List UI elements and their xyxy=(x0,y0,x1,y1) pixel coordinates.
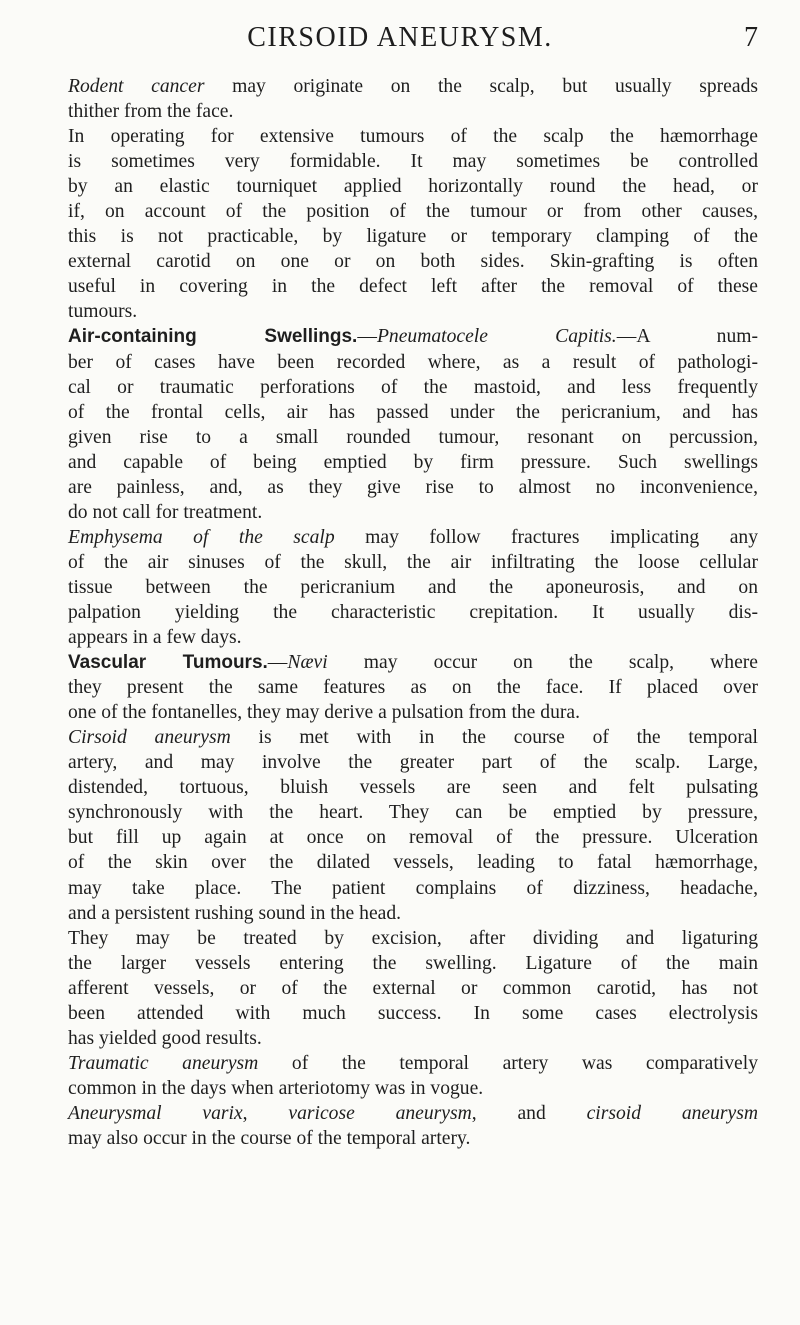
italic-term: Nævi xyxy=(287,652,328,674)
body-text xyxy=(68,74,758,1151)
text-line xyxy=(68,700,758,725)
text-line xyxy=(68,475,758,500)
text-line xyxy=(68,1001,758,1026)
text-run: cal or traumatic perforations of the mastoid, and less frequently xyxy=(68,376,758,398)
text-line xyxy=(68,450,758,475)
text-run: In operating for extensive tumours of the scalp the hæmorrhage xyxy=(68,126,758,148)
text-line xyxy=(68,174,758,199)
text-line xyxy=(68,750,758,775)
paragraph-aneurysmal xyxy=(68,1101,758,1151)
italic-term: cirsoid aneurysm xyxy=(586,1102,758,1124)
text-run: thither from the face. xyxy=(68,101,234,123)
text-run: is sometimes very formidable. It may sometimes be controlled xyxy=(68,151,758,173)
text-run: they present the same features as on the face. If placed over xyxy=(68,677,758,699)
text-line xyxy=(68,525,758,550)
text-run: artery, and may involve the greater part of the scalp. Large, xyxy=(68,752,758,774)
paragraph-operating xyxy=(68,124,758,324)
text-line xyxy=(68,1126,758,1151)
text-run: may originate on the scalp, but usually spreads xyxy=(204,76,758,97)
text-run: of the temporal artery was comparatively xyxy=(258,1052,758,1074)
text-line xyxy=(68,976,758,1001)
text-line xyxy=(68,350,758,375)
text-run: tissue between the pericranium and the aponeurosis, and on xyxy=(68,576,758,598)
text-line xyxy=(68,1076,758,1101)
text-line xyxy=(68,775,758,800)
text-run: , xyxy=(242,1102,289,1124)
text-run: , and xyxy=(471,1102,587,1124)
text-line xyxy=(68,725,758,750)
paragraph-rodent xyxy=(68,74,758,124)
paragraph-cirsoid xyxy=(68,725,758,925)
text-run: has yielded good results. xyxy=(68,1027,262,1049)
text-run: given rise to a small rounded tumour, resonant on percussion, xyxy=(68,426,758,448)
text-run: of the skin over the dilated vessels, leading to fatal hæmorrhage, xyxy=(68,852,758,874)
text-run: by an elastic tourniquet applied horizontally round the head, or xyxy=(68,176,758,198)
text-run: the larger vessels entering the swelling. Ligature of the main xyxy=(68,952,758,974)
text-run: are painless, and, as they give rise to almost no inconvenience, xyxy=(68,476,758,498)
text-line xyxy=(68,1026,758,1051)
text-run: distended, tortuous, bluish vessels are seen and felt pulsating xyxy=(68,777,758,799)
text-run: tumours. xyxy=(68,301,138,323)
text-run: external carotid on one or on both sides. Skin-grafting is often xyxy=(68,251,758,273)
text-line xyxy=(68,375,758,400)
paragraph-emphysema xyxy=(68,525,758,650)
running-head-title: CIRSOID ANEURYSM. xyxy=(247,22,553,53)
italic-term: Rodent cancer xyxy=(68,76,205,97)
text-line xyxy=(68,149,758,174)
text-run: may follow fractures implicating any xyxy=(334,526,758,548)
text-run: this is not practicable, by ligature or temporary clamping of the xyxy=(68,226,758,248)
text-run: and a persistent rushing sound in the head. xyxy=(68,902,402,924)
text-line xyxy=(68,99,758,124)
text-run: but fill up again at once on removal of the pressure. Ulceration xyxy=(68,827,758,849)
text-run: of the frontal cells, air has passed under the pericranium, and has xyxy=(68,401,758,423)
section-heading: Air-containing Swellings. xyxy=(68,326,358,348)
text-line xyxy=(68,425,758,450)
text-line xyxy=(68,74,758,99)
text-line xyxy=(68,650,758,675)
section-heading: Vascular Tumours. xyxy=(68,652,268,674)
text-run: common in the days when arteriotomy was in vogue. xyxy=(68,1077,484,1099)
text-run: —A num- xyxy=(616,326,759,348)
text-run: — xyxy=(357,326,377,348)
text-line xyxy=(68,575,758,600)
text-line xyxy=(68,850,758,875)
text-run: synchronously with the heart. They can be emptied by pressure, xyxy=(68,802,758,824)
text-line xyxy=(68,400,758,425)
text-line xyxy=(68,951,758,976)
text-line xyxy=(68,249,758,274)
italic-term: Cirsoid aneurysm xyxy=(68,727,231,749)
text-line xyxy=(68,926,758,951)
text-run: been attended with much success. In some cases electrolysis xyxy=(68,1002,758,1024)
text-run: if, on account of the position of the tumour or from other causes, xyxy=(68,201,758,223)
text-line xyxy=(68,600,758,625)
text-run: useful in covering in the defect left after the removal of these xyxy=(68,276,758,298)
text-line xyxy=(68,324,758,349)
paragraph-vascular xyxy=(68,650,758,725)
text-run: of the air sinuses of the skull, the air infiltrating the loose cellular xyxy=(68,551,758,573)
paragraph-traumatic xyxy=(68,1051,758,1101)
paragraph-air xyxy=(68,324,758,524)
text-line xyxy=(68,675,758,700)
paragraph-treated xyxy=(68,926,758,1051)
text-run: is met with in the course of the temporal xyxy=(230,727,758,749)
text-run: They may be treated by excision, after dividing and ligaturing xyxy=(68,927,758,949)
text-run: appears in a few days. xyxy=(68,627,242,649)
text-line xyxy=(68,550,758,575)
text-run: afferent vessels, or of the external or common carotid, has not xyxy=(68,977,758,999)
italic-term: Emphysema of the scalp xyxy=(68,526,335,548)
text-line xyxy=(68,1051,758,1076)
text-line xyxy=(68,1101,758,1126)
text-line xyxy=(68,901,758,926)
text-run: may take place. The patient complains of dizziness, headache, xyxy=(68,877,758,899)
text-line xyxy=(68,124,758,149)
text-run: one of the fontanelles, they may derive a pulsation from the dura. xyxy=(68,702,580,724)
text-run: and capable of being emptied by firm pressure. Such swellings xyxy=(68,451,758,473)
text-run: do not call for treatment. xyxy=(68,501,263,523)
text-line xyxy=(68,274,758,299)
text-line xyxy=(68,299,758,324)
text-line xyxy=(68,199,758,224)
text-line xyxy=(68,800,758,825)
italic-term: Pneumatocele Capitis. xyxy=(376,326,617,348)
text-line xyxy=(68,625,758,650)
text-run: ber of cases have been recorded where, as a result of pathologi- xyxy=(68,351,758,373)
text-run: palpation yielding the characteristic crepitation. It usually dis- xyxy=(68,601,758,623)
page-number: 7 xyxy=(744,22,758,53)
running-head xyxy=(0,18,800,58)
italic-term: Aneurysmal varix xyxy=(68,1102,243,1124)
text-run: — xyxy=(267,652,288,674)
text-run: may occur on the scalp, where xyxy=(327,652,758,674)
text-line xyxy=(68,500,758,525)
text-run: may also occur in the course of the temporal artery. xyxy=(68,1127,471,1149)
text-line xyxy=(68,876,758,901)
text-line xyxy=(68,825,758,850)
italic-term: Traumatic aneurysm xyxy=(68,1052,259,1074)
text-line xyxy=(68,224,758,249)
italic-term: varicose aneurysm xyxy=(288,1102,472,1124)
